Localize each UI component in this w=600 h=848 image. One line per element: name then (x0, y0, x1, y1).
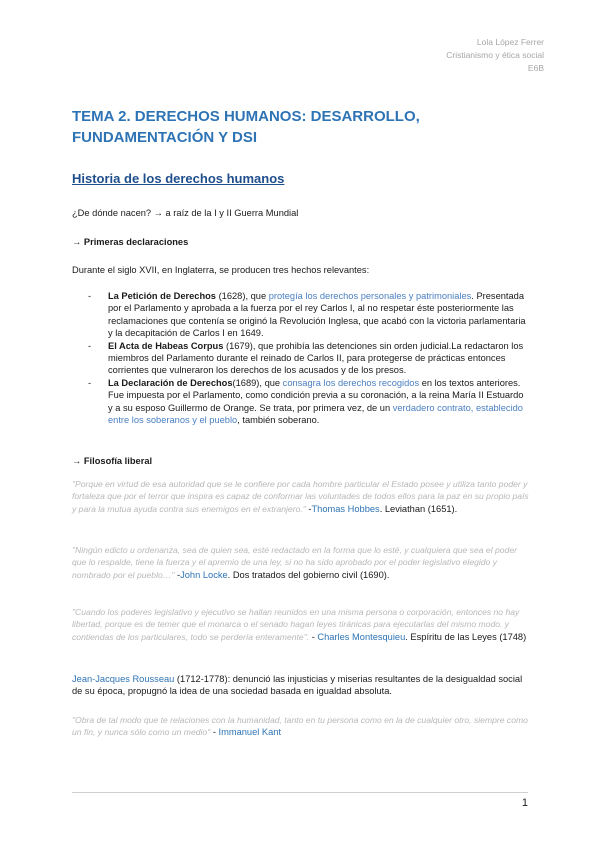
running-header (446, 36, 544, 75)
intro-paragraph: Durante el siglo XVII, en Inglaterra, se producen tres hechos relevantes: (72, 265, 370, 275)
list-item (88, 377, 528, 427)
highlight-text: protegía los derechos personales y patrimoniales (268, 291, 472, 301)
quote-sep: - (210, 727, 219, 738)
event-name: La Petición de Derechos (108, 291, 216, 301)
event-year: (1628), que (215, 291, 269, 301)
quote-text: "Obra de tal modo que te relaciones con la humanidad, tanto en tu persona como en la de cualquier otro, siempre como un fin, y nunca sólo como un medio" (72, 715, 528, 738)
quote-sep: - (309, 631, 318, 642)
author-link[interactable]: Immanuel Kant (218, 727, 282, 738)
event-text: , también soberano. (237, 415, 320, 426)
author-link[interactable]: John Locke (180, 569, 228, 580)
author-link[interactable]: Thomas Hobbes (311, 503, 380, 514)
author-link[interactable]: Jean-Jacques Rousseau (72, 674, 175, 684)
work-title: . Espíritu de las Leyes (1748) (405, 631, 527, 642)
quote-hobbes (72, 478, 530, 515)
quote-text: "Porque en virtud de esa autoridad que se le confiere por cada hombre particular el Estado posee y utiliza tanto poder y fortaleza que por el terror que inspira es capaz de conformar las voluntades de todos ellos para la paz en su propio país y para la mutua ayuda contra sus enemigos en el extranjero." (72, 479, 529, 514)
list-item (88, 340, 528, 377)
highlight-text: consagra los derechos recogidos (282, 377, 420, 388)
work-title: . Leviathan (1651). (379, 503, 458, 514)
quote-text: "Cuando los poderes legislativo y ejecutivo se hallan reunidos en una misma persona o corporación, entonces no hay libertad, porque es de temer que el monarca o el senado hagan leyes tiránicas para ejecutarlas del mismo modo. y contiendas de los particulares, todo se perdería enteramente". (72, 607, 520, 642)
quote-montesquieu (72, 606, 530, 643)
list-dash: - (88, 291, 92, 301)
header-author: Lola López Ferrer (476, 37, 544, 47)
subheading-filosofia-liberal: → Filosofía liberal (72, 456, 153, 466)
author-link[interactable]: Charles Montesquieu (317, 631, 406, 642)
event-name: La Declaración de Derechos (108, 377, 233, 388)
subheading-primeras-declaraciones: → Primeras declaraciones (72, 237, 189, 247)
page-number: 1 (521, 797, 528, 809)
quote-sep: - (174, 569, 181, 580)
footer-rule (72, 792, 528, 793)
paragraph-rousseau (72, 673, 530, 698)
event-year: (1689), que (232, 377, 283, 388)
quote-locke (72, 544, 530, 581)
highlight-text: verdadero contrato, establecido entre los soberanos y el pueblo (108, 402, 523, 426)
event-name: El Acta de Habeas Corpus (108, 340, 224, 351)
header-code: E6B (527, 63, 544, 73)
event-text: (1679), que prohibía las detenciones sin orden judicial.La redactaron los miembros del Parlamento durante el reinado de Carlos II, para protegerse de prácticas entonces corrientes que vulneraron los derechos de los acusados y de los presos. (108, 340, 524, 376)
event-text: . Presentada por el Parlamento y aprobada a la fuerza por el rey Carlos I, al no respetar éste posteriormente las reclamaciones que contenía se originó la Revolución Inglesa, que acabó con la victoria parlamentaria y la decapitación de Carlos I en 1649. (108, 291, 526, 339)
origin-question: ¿De dónde nacen? → a raíz de la I y II Guerra Mundial (72, 208, 299, 218)
document-title: TEMA 2. DERECHOS HUMANOS: DESARROLLO, FUNDAMENTACIÓN Y DSI (72, 108, 420, 146)
quote-sep: - (305, 503, 312, 514)
list-item (88, 290, 528, 340)
list-dash: - (88, 377, 92, 388)
event-text: en los textos anteriores. Fue impuesta por el Parlamento, como condición previa a su coronación, a la reina María II Estuardo y a su esposo Guillermo de Orange. Se trata, por primera vez, de un (108, 377, 524, 413)
events-list (88, 290, 528, 426)
work-title: . Dos tratados del gobierno civil (1690). (227, 569, 390, 580)
quote-text: "Ningún edicto u ordenanza, sea de quien sea, esté redactado en la forma que lo esté, y cualquiera que sea el poder que lo respalde, tiene la fuerza y el apremio de una ley, si no ha sido aprobado por el poder legislativo elegido y nombrado por el pueblo…" (72, 545, 517, 580)
section-title: Historia de los derechos humanos (72, 171, 285, 186)
list-dash: - (88, 340, 92, 351)
header-course: Cristianismo y ética social (446, 50, 544, 60)
quote-kant (72, 714, 530, 739)
paragraph-text: (1712-1778): denunció las injusticias y miserias resultantes de la desigualdad social de su época, propugnó la idea de una sociedad basada en igualdad absoluta. (72, 674, 523, 697)
